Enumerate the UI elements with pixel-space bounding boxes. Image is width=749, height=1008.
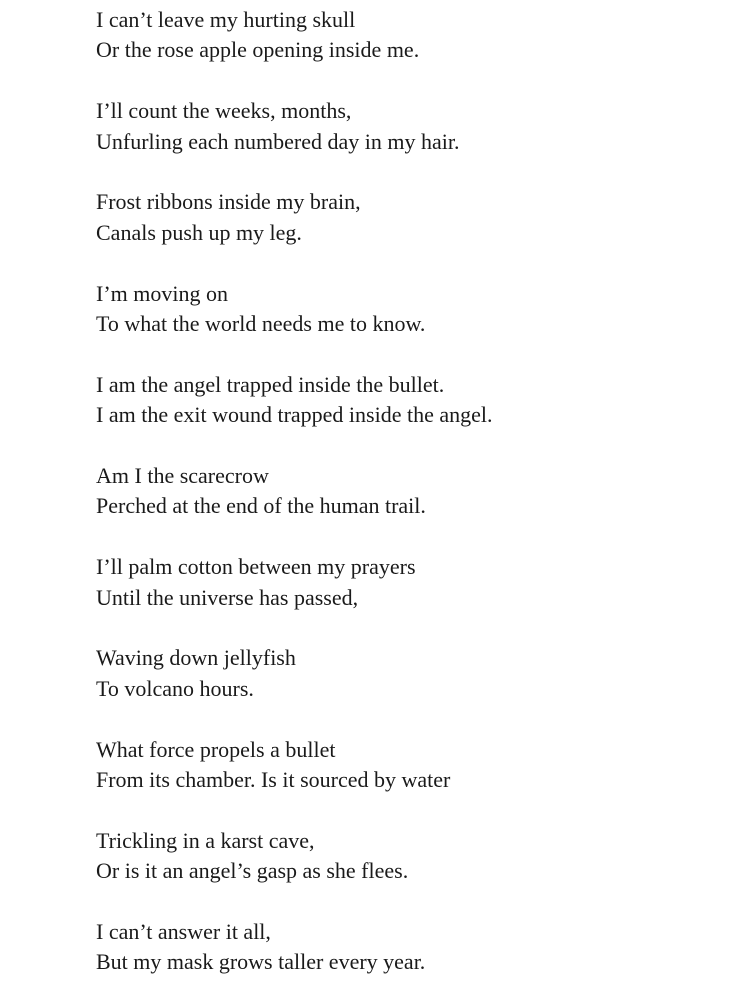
poem-line: I’m moving on [96, 280, 228, 306]
stanza [96, 552, 716, 613]
poem-line: Or the rose apple opening inside me. [96, 37, 420, 63]
stanza [96, 461, 716, 522]
stanza [96, 279, 716, 340]
stanza [96, 735, 716, 796]
poem-line: To volcano hours. [96, 675, 254, 701]
poem-line: Or is it an angel’s gasp as she flees. [96, 858, 409, 884]
stanza [96, 370, 716, 431]
poem-line: Trickling in a karst cave, [96, 827, 315, 853]
poem-line: Frost ribbons inside my brain, [96, 189, 361, 215]
poem-line: I can’t leave my hurting skull [96, 7, 356, 32]
poem-line: Waving down jellyfish [96, 645, 296, 671]
poem-line: What force propels a bullet [96, 736, 336, 762]
poem-line: I am the angel trapped inside the bullet. [96, 371, 445, 397]
poem-line: I’ll count the weeks, months, [96, 98, 352, 124]
poem-line: Perched at the end of the human trail. [96, 493, 426, 519]
stanza [96, 643, 716, 704]
poem-line: Canals push up my leg. [96, 219, 302, 245]
poem-line: From its chamber. Is it sourced by water [96, 767, 451, 793]
poem-line: I am the exit wound trapped inside the angel. [96, 402, 493, 428]
poem-line: But my mask grows taller every year. [96, 949, 426, 975]
poem-line: Until the universe has passed, [96, 584, 359, 610]
poem-line: I can’t answer it all, [96, 919, 271, 945]
stanza [96, 826, 716, 887]
poem-line: Am I the scarecrow [96, 463, 269, 489]
poem-line: Unfurling each numbered day in my hair. [96, 128, 460, 154]
poem-line: To what the world needs me to know. [96, 311, 426, 337]
stanza [96, 96, 716, 157]
stanza [96, 5, 716, 66]
stanza [96, 917, 716, 978]
poem-line: I’ll palm cotton between my prayers [96, 554, 416, 580]
stanza [96, 187, 716, 248]
poem-text [96, 5, 716, 1008]
